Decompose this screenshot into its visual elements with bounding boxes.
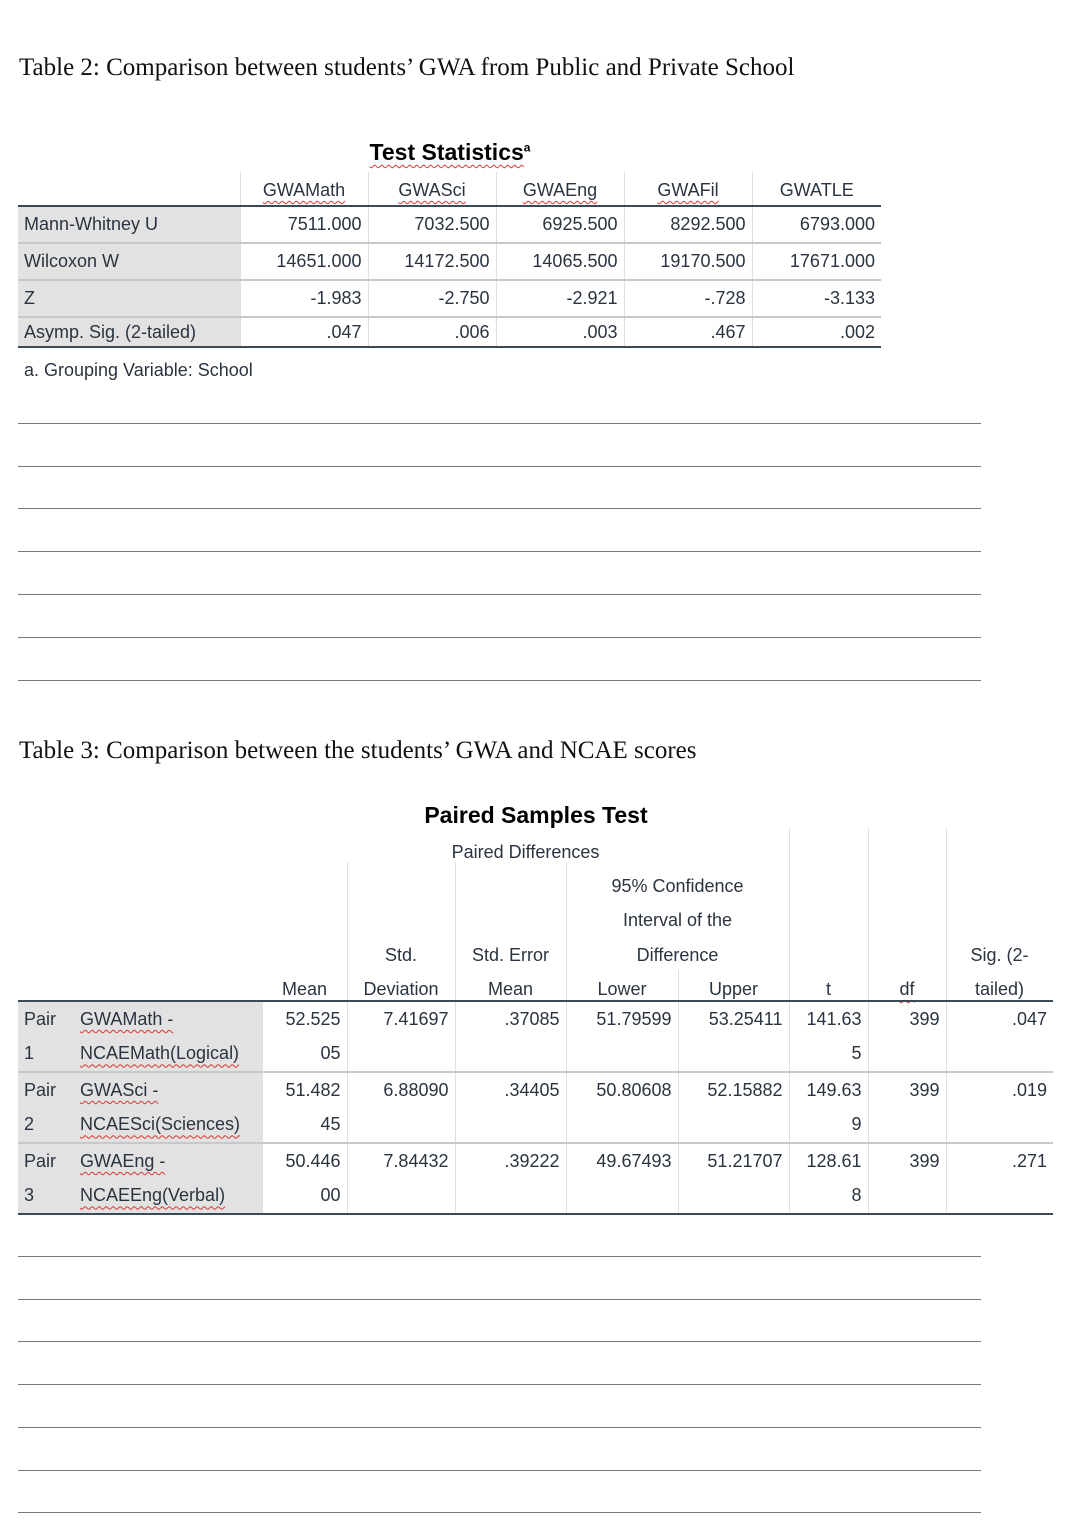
table-row: Z -1.983 -2.750 -2.921 -.728 -3.133 (18, 280, 881, 317)
col-header: GWATLE (752, 172, 881, 206)
col-header: GWASci (368, 172, 496, 206)
blank-line (18, 1384, 981, 1385)
table-row: Asymp. Sig. (2-tailed) .047 .006 .003 .467 .002 (18, 317, 881, 347)
col-header: GWAFil (624, 172, 752, 206)
blank-line (18, 466, 981, 467)
table3-caption: Table 3: Comparison between the students’ GWA and NCAE scores (19, 737, 697, 764)
blank-line (18, 637, 981, 638)
blank-line (18, 1427, 981, 1428)
blank-line (18, 551, 981, 552)
test-statistics-title: Test Statistics$^a$ (369, 139, 531, 165)
blank-line (18, 1341, 981, 1342)
blank-line (18, 1512, 981, 1513)
paired-differences-header: Paired Differences (451, 842, 600, 862)
blank-line (18, 1470, 981, 1471)
table-row: Pair GWAEng - 50.446 7.84432 .39222 49.67493 51.21707 128.61 399 .271 (18, 1143, 1053, 1179)
table-row: Wilcoxon W 14651.000 14172.500 14065.500 19170.500 17671.000 (18, 243, 881, 280)
blank-line (18, 680, 981, 681)
blank-line (18, 1256, 981, 1257)
col-header: GWAEng (496, 172, 624, 206)
blank-line (18, 594, 981, 595)
footnote: a. Grouping Variable: School (24, 360, 253, 380)
blank-line (18, 1299, 981, 1300)
paired-samples-title: Paired Samples Test (424, 802, 648, 828)
blank-line (18, 423, 981, 424)
table2-caption: Table 2: Comparison between students’ GWA from Public and Private School (19, 54, 795, 81)
test-statistics-table (18, 172, 881, 348)
paired-samples-table: Pair GWAMath - 52.525 7.41697 .37085 51.79599 53.25411 141.63 399 .047 1 NCAEMath(Logical) 05 5 Pair GWASci - 51.482 6.88090 .34405 50.80608 52.15882 149.63 399 .019 2 NCAESci(Sciences) 45 9 Pair GWAEng - 50.446 7.84432 .39222 49.67493 51.21707 128.61 399 .271 3 NCAEEng(Verbal) 00 8 (18, 1000, 1053, 1215)
table-row: Mann-Whitney U 7511.000 7032.500 6925.500 8292.500 6793.000 (18, 206, 881, 243)
table-row: Pair GWASci - 51.482 6.88090 .34405 50.80608 52.15882 149.63 399 .019 (18, 1072, 1053, 1108)
col-header: GWAMath (240, 172, 368, 206)
table-row: Pair GWAMath - 52.525 7.41697 .37085 51.79599 53.25411 141.63 399 .047 (18, 1001, 1053, 1037)
blank-line (18, 508, 981, 509)
